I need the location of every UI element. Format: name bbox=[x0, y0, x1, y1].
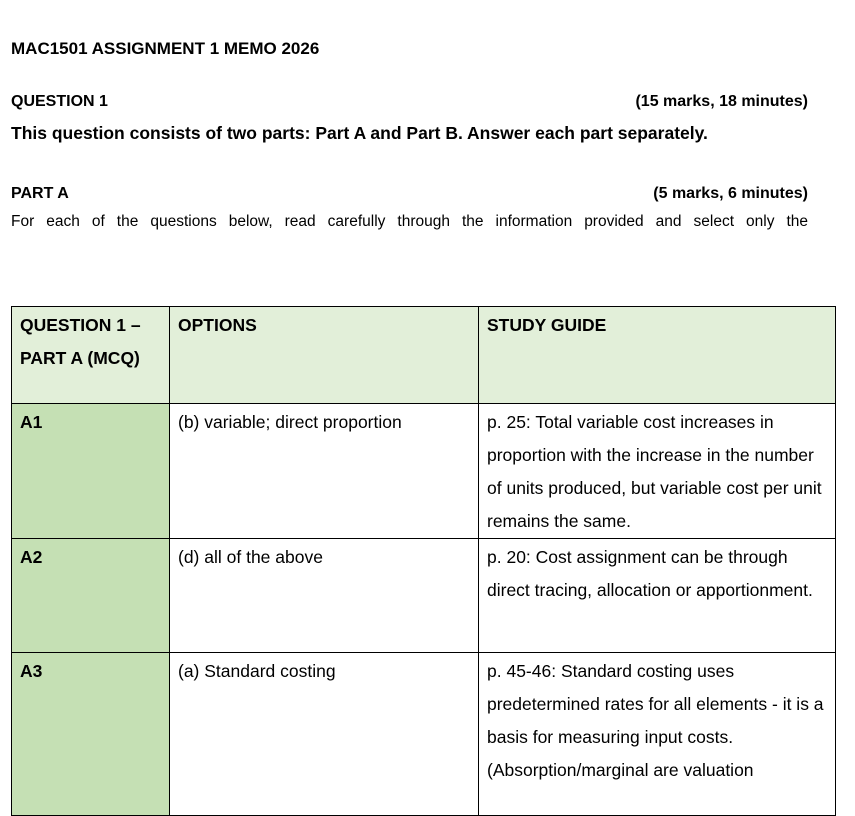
part-a-instructions: For each of the questions below, read carefully through the information provided and select only the bbox=[11, 213, 808, 230]
question-heading bbox=[11, 93, 808, 111]
part-a-heading bbox=[11, 185, 808, 203]
option-cell: (b) variable; direct proportion bbox=[170, 404, 479, 539]
table-row bbox=[12, 653, 836, 816]
option-cell: (a) Standard costing bbox=[170, 653, 479, 816]
part-a-label: PART A bbox=[11, 185, 69, 202]
table-row bbox=[12, 404, 836, 539]
header-question: QUESTION 1 – PART A (MCQ) bbox=[12, 307, 170, 404]
document-title: MAC1501 ASSIGNMENT 1 MEMO 2026 bbox=[11, 39, 320, 58]
study-guide-cell: p. 25: Total variable cost increases in proportion with the increase in the number of units produced, but variable cost per unit remains the same. bbox=[479, 404, 836, 539]
question-marks: (15 marks, 18 minutes) bbox=[635, 93, 808, 110]
study-guide-cell: p. 45-46: Standard costing uses predetermined rates for all elements - it is a basis for measuring input costs. (Absorption/marginal are valuation bbox=[479, 653, 836, 816]
part-a-marks: (5 marks, 6 minutes) bbox=[653, 185, 808, 202]
question-number-cell: A1 bbox=[12, 404, 170, 539]
question-number-cell: A2 bbox=[12, 539, 170, 653]
question-number-cell: A3 bbox=[12, 653, 170, 816]
header-options: OPTIONS bbox=[170, 307, 479, 404]
table-row bbox=[12, 539, 836, 653]
option-cell: (d) all of the above bbox=[170, 539, 479, 653]
study-guide-cell: p. 20: Cost assignment can be through direct tracing, allocation or apportionment. bbox=[479, 539, 836, 653]
mcq-memo-table bbox=[11, 306, 836, 816]
question-intro: This question consists of two parts: Part A and Part B. Answer each part separately. bbox=[11, 123, 708, 143]
question-label: QUESTION 1 bbox=[11, 93, 108, 110]
table-header-row bbox=[12, 307, 836, 404]
header-study-guide: STUDY GUIDE bbox=[479, 307, 836, 404]
